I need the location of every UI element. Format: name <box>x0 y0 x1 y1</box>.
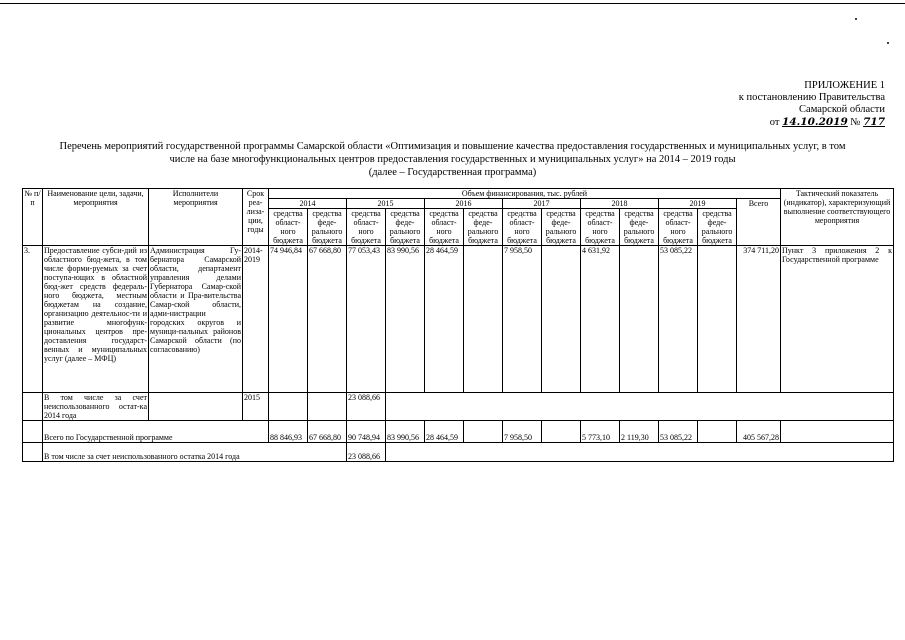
header-year: 2015 <box>347 199 425 209</box>
header-federal: средства феде-рального бюджета <box>542 209 581 246</box>
row-value <box>620 246 659 393</box>
row-value: 74 946,84 <box>269 246 308 393</box>
table-row <box>23 443 894 462</box>
appendix-number: 717 <box>863 116 885 128</box>
total-sum: 405 567,28 <box>737 421 781 443</box>
subrow-value: 23 088,66 <box>347 393 386 421</box>
row-value <box>698 246 737 393</box>
header-federal: средства феде-рального бюджета <box>386 209 425 246</box>
total-value: 83 990,56 <box>386 421 425 443</box>
row-total: 374 711,20 <box>737 246 781 393</box>
table-row <box>23 393 894 421</box>
header-financing: Объем финансирования, тыс. рублей <box>269 189 781 199</box>
header-indicator: Тактический показатель (индикатор), характеризующий выполнение соответствующего мероприятия <box>781 189 894 246</box>
table-row <box>23 421 894 443</box>
scan-speck <box>855 18 857 20</box>
measures-table <box>22 188 894 462</box>
document-title: Перечень мероприятий государственной программы Самарской области «Оптимизация и повышение качества предоставления государственных и муниципальных услуг, в том числе на базе многофункциональных центров предоставления государственных и муниципальных услуг» на 2014 – 2019 годы (далее – Государственная программа) <box>59 141 846 178</box>
total-value: 67 668,80 <box>308 421 347 443</box>
row-value <box>542 246 581 393</box>
row-value: 77 053,43 <box>347 246 386 393</box>
header-federal: средства феде-рального бюджета <box>464 209 503 246</box>
row-executors: Администрация Гу-бернатора Самарской области, департамент управления делами Губернатора Самар-ской области и Пра-вительства Самар-ской области, адми-нистрации городских округов и муници-пальных районов Самарской области (по согласованию) <box>149 246 243 393</box>
header-name: Наименование цели, задачи, мероприятия <box>43 189 149 246</box>
total-value: 28 464,59 <box>425 421 464 443</box>
header-year: 2016 <box>425 199 503 209</box>
header-year: 2017 <box>503 199 581 209</box>
subrow-term: 2015 <box>243 393 269 421</box>
scan-speck <box>887 42 889 44</box>
total-value <box>464 421 503 443</box>
total-sub-label: В том числе за счет неиспользованного остатка 2014 года <box>43 443 347 462</box>
appendix-line1: к постановлению Правительства <box>738 92 885 103</box>
total-value: 90 748,94 <box>347 421 386 443</box>
table-row <box>23 246 894 393</box>
total-value <box>542 421 581 443</box>
total-value: 7 958,50 <box>503 421 542 443</box>
row-value: 53 085,22 <box>659 246 698 393</box>
appendix-title: ПРИЛОЖЕНИЕ 1 <box>804 80 885 91</box>
subrow-name: В том числе за счет неиспользованного остат-ка 2014 года <box>44 393 147 420</box>
header-total: Всего <box>737 199 781 246</box>
row-value <box>464 246 503 393</box>
row-term: 2014-2019 <box>243 246 269 393</box>
header-regional: средства област-ного бюджета <box>347 209 386 246</box>
total-sub-value: 23 088,66 <box>347 443 386 462</box>
header-federal: средства феде-рального бюджета <box>698 209 737 246</box>
appendix-line2: Самарской области <box>799 104 885 115</box>
header-no: № п/п <box>23 189 43 246</box>
total-value: 53 085,22 <box>659 421 698 443</box>
row-no: 3. <box>23 246 43 393</box>
row-value: 67 668,80 <box>308 246 347 393</box>
row-name: Предоставление субси-дий из областного бюд-жета, в том числе форми-руемых за счет поступа-ющих в областной бюд-жет средств федераль-ного бюджета, местным бюджетам на создание, организацию деятельнос-ти и развитие многофунк-циональных центров пре-доставления государст-венных и муниципальных услуг (далее – МФЦ) <box>43 246 149 393</box>
header-year: 2019 <box>659 199 737 209</box>
header-year: 2018 <box>581 199 659 209</box>
total-value: 2 119,30 <box>620 421 659 443</box>
row-value: 4 631,92 <box>581 246 620 393</box>
header-regional: средства област-ного бюджета <box>269 209 308 246</box>
row-value: 7 958,50 <box>503 246 542 393</box>
row-indicator: Пункт 3 приложения 2 к Государственной программе <box>781 246 894 393</box>
appendix-date: 14.10.2019 <box>782 116 848 128</box>
appendix-date-line: от 14.10.2019 № 717 <box>769 116 885 128</box>
header-regional: средства област-ного бюджета <box>503 209 542 246</box>
header-regional: средства област-ного бюджета <box>425 209 464 246</box>
total-value: 88 846,93 <box>269 421 308 443</box>
header-year: 2014 <box>269 199 347 209</box>
header-term: Срок реа-лиза-ции, годы <box>243 189 269 246</box>
header-regional: средства област-ного бюджета <box>659 209 698 246</box>
row-value: 28 464,59 <box>425 246 464 393</box>
header-federal: средства феде-рального бюджета <box>308 209 347 246</box>
header-federal: средства феде-рального бюджета <box>620 209 659 246</box>
total-value: 5 773,10 <box>581 421 620 443</box>
total-label: Всего по Государственной программе <box>43 421 269 443</box>
header-regional: средства област-ного бюджета <box>581 209 620 246</box>
scan-top-border <box>0 3 905 4</box>
appendix-block <box>739 80 885 129</box>
total-value <box>698 421 737 443</box>
header-executors: Исполнители мероприятия <box>149 189 243 246</box>
row-value: 83 990,56 <box>386 246 425 393</box>
